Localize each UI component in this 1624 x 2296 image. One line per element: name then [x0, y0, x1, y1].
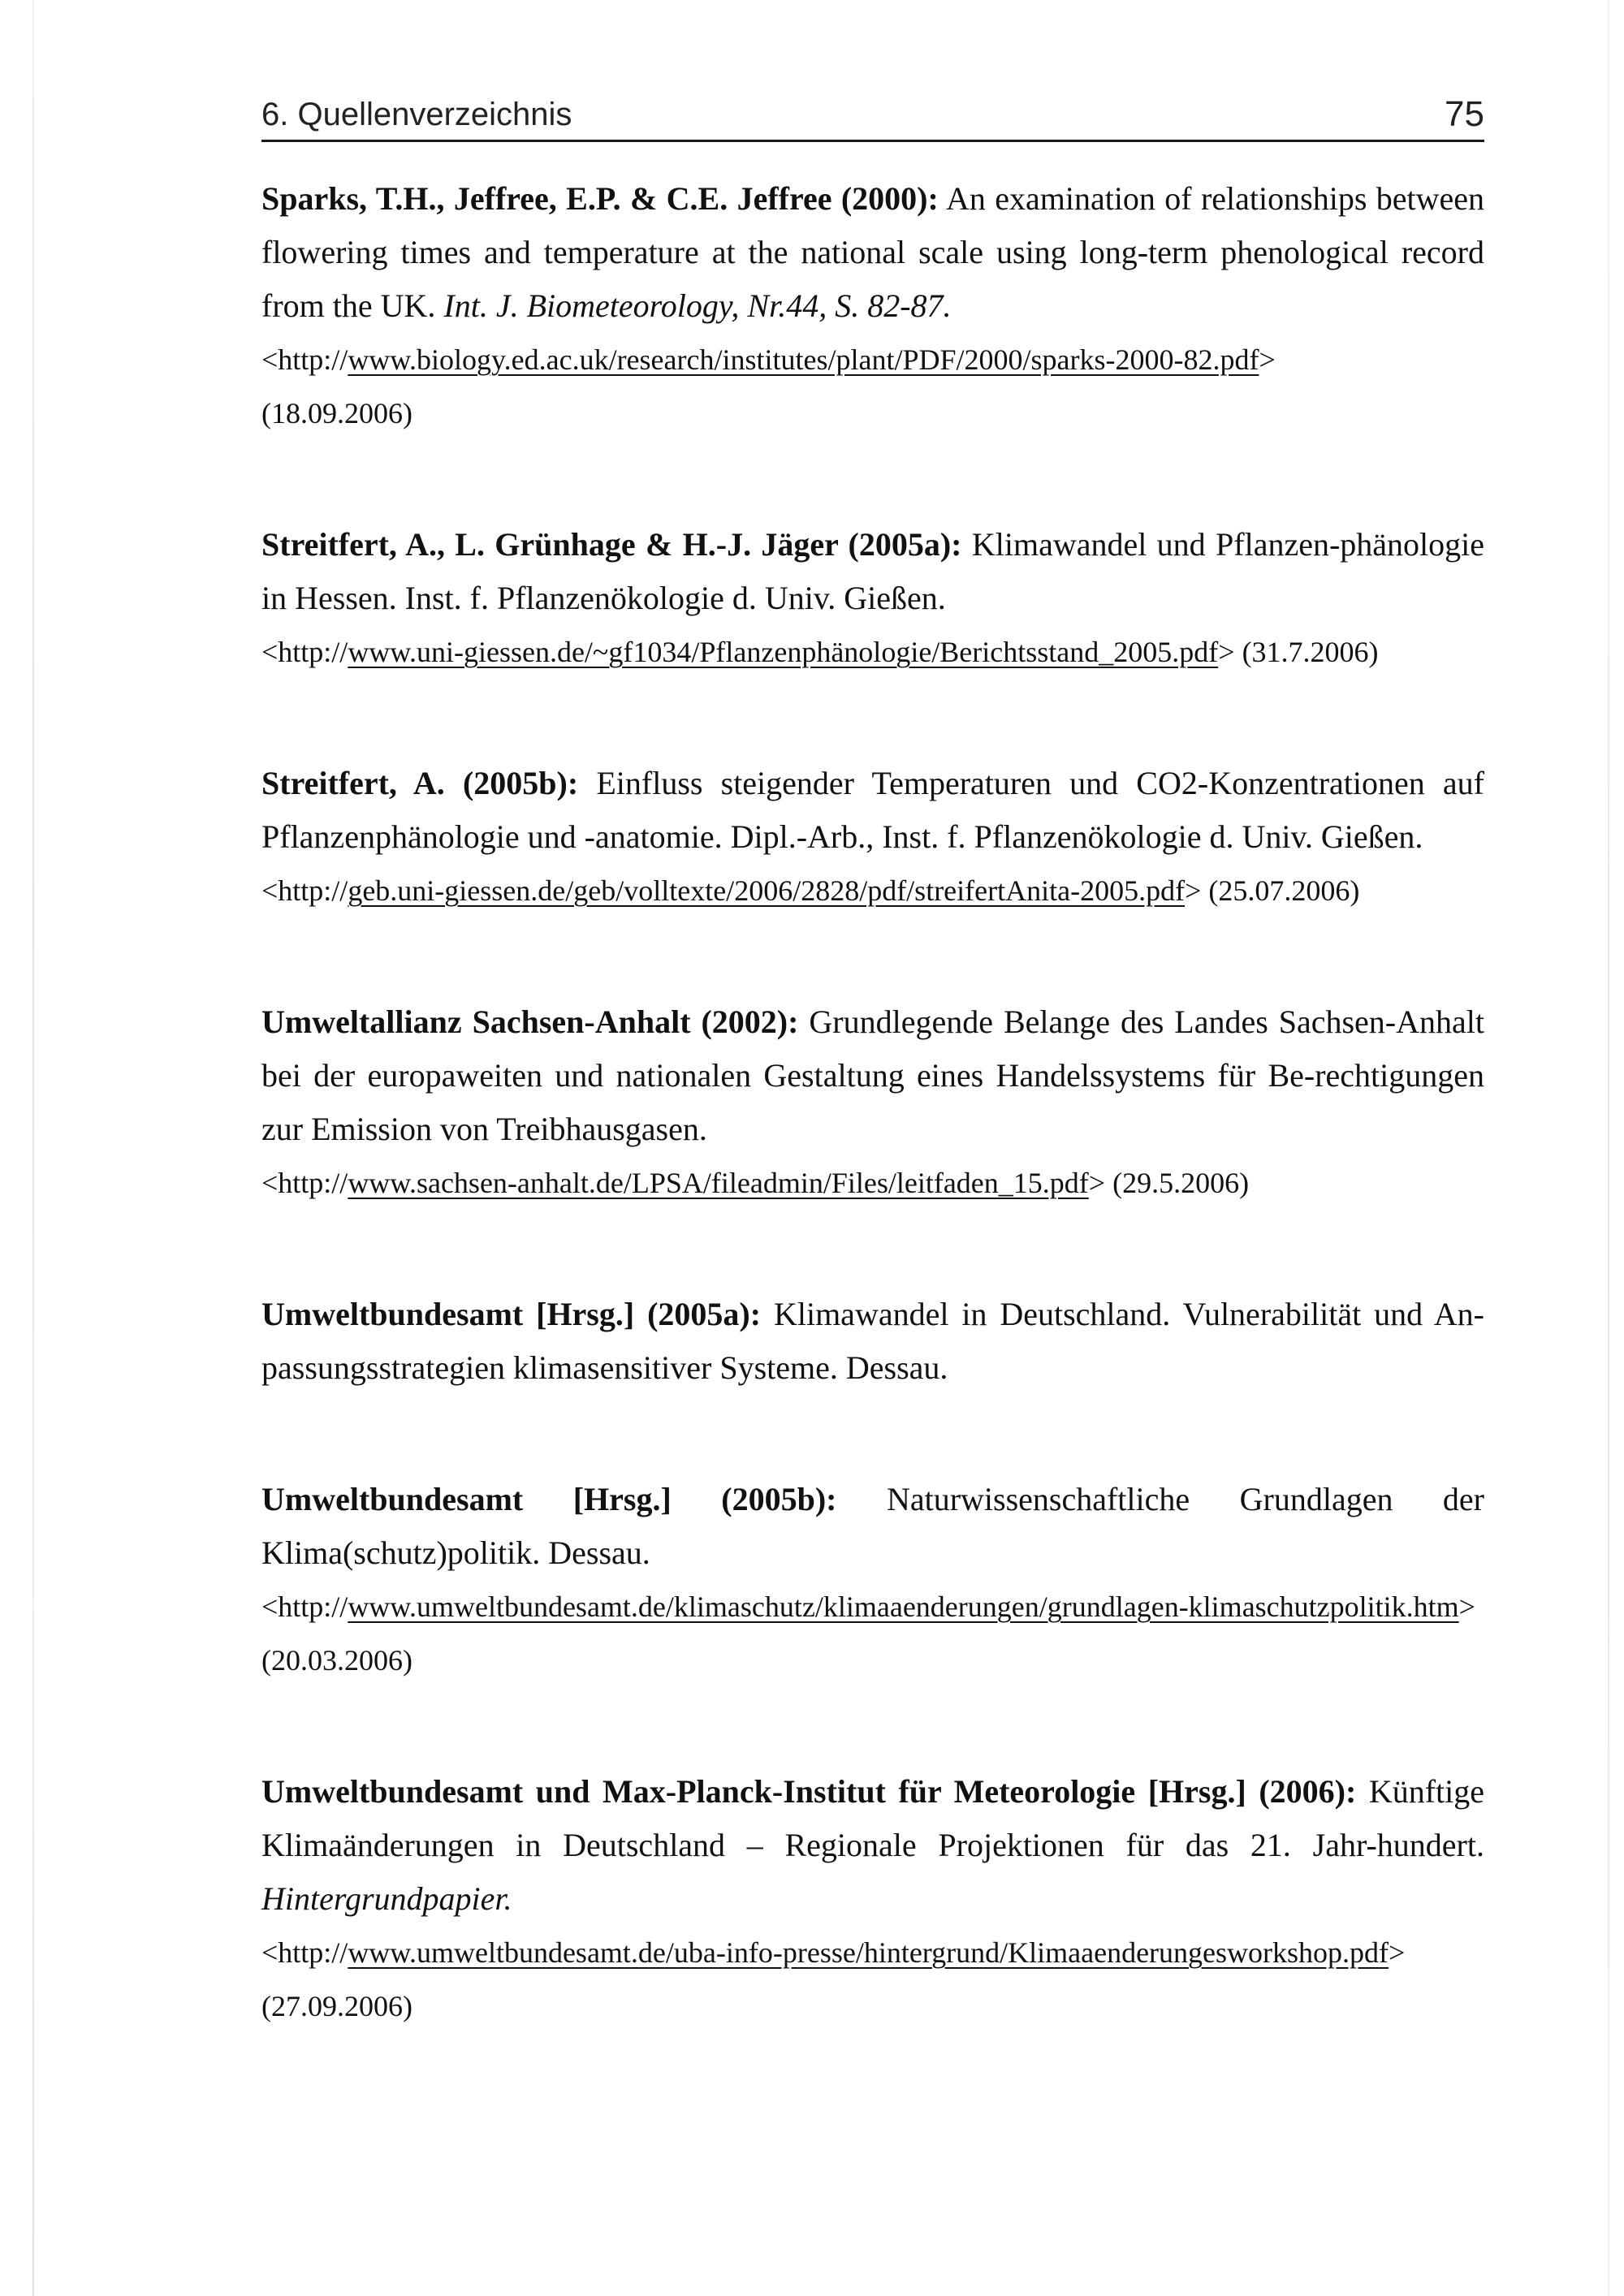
- reference-text: Künftige Klimaänderungen in Deutschland – Regionale Projektionen für das 21. Jahr-hundert.: [261, 1773, 1485, 1863]
- access-date: (25.07.2006): [1208, 874, 1360, 907]
- reference-link[interactable]: www.sachsen-anhalt.de/LPSA/fileadmin/Files/leitfaden_15.pdf: [348, 1167, 1089, 1199]
- access-date: (18.09.2006): [261, 397, 412, 429]
- url-prefix: <http://: [261, 343, 348, 376]
- page-header: [261, 94, 1484, 142]
- reference-url-line: [261, 1156, 1484, 1210]
- url-prefix: <http://: [261, 1590, 348, 1623]
- reference-authors: Umweltbundesamt [Hrsg.] (2005b):: [261, 1481, 837, 1517]
- reference-authors: Umweltbundesamt [Hrsg.] (2005a):: [261, 1296, 762, 1332]
- reference-link[interactable]: www.umweltbundesamt.de/uba-info-presse/hintergrund/Klimaaenderungesworkshop.pdf: [348, 1936, 1389, 1969]
- url-suffix: >: [1458, 1590, 1475, 1623]
- chapter-title: 6. Quellenverzeichnis: [261, 97, 572, 132]
- reference-url-line: [261, 333, 1484, 386]
- reference-source: Int. J. Biometeorology, Nr.44, S. 82-87.: [443, 287, 952, 324]
- url-prefix: <http://: [261, 636, 348, 668]
- reference-authors: Sparks, T.H., Jeffree, E.P. & C.E. Jeffree (2000):: [261, 180, 939, 217]
- reference-link[interactable]: geb.uni-giessen.de/geb/volltexte/2006/2828/pdf/streifertAnita-2005.pdf: [348, 874, 1186, 907]
- page-number: 75: [1445, 94, 1484, 134]
- reference-entry: [261, 172, 1484, 440]
- reference-url-line: [261, 1926, 1484, 1979]
- reference-link[interactable]: www.biology.ed.ac.uk/research/institutes/plant/PDF/2000/sparks-2000-82.pdf: [348, 343, 1259, 376]
- reference-authors: Umweltallianz Sachsen-Anhalt (2002):: [261, 1003, 799, 1040]
- reference-text: Naturwissenschaftliche Grundlagen der Klima(schutz)politik. Dessau.: [261, 1481, 1484, 1571]
- url-suffix: >: [1088, 1167, 1106, 1199]
- reference-body: [261, 172, 1484, 333]
- reference-body: [261, 1288, 1484, 1395]
- reference-body: [261, 757, 1484, 864]
- url-prefix: <http://: [261, 874, 348, 907]
- reference-link[interactable]: www.umweltbundesamt.de/klimaschutz/klimaaenderungen/grundlagen-klimaschutzpolitik.htm: [348, 1590, 1459, 1623]
- reference-text: Einfluss steigender Temperaturen und CO2-Konzentrationen auf Pflanzenphänologie und -anatomie. Dipl.-Arb., Inst. f. Pflanzenökologie d. Univ. Gießen.: [261, 765, 1485, 855]
- reference-entry: [261, 1473, 1484, 1687]
- reference-link[interactable]: www.uni-giessen.de/~gf1034/Pflanzenphänologie/Berichtsstand_2005.pdf: [348, 636, 1219, 668]
- reference-entry: [261, 995, 1484, 1210]
- reference-url-line: [261, 864, 1484, 917]
- url-suffix: >: [1259, 343, 1276, 376]
- access-date-line: [261, 386, 1484, 440]
- reference-list: [261, 172, 1484, 2111]
- reference-body: [261, 518, 1484, 625]
- reference-url-line: [261, 625, 1484, 679]
- access-date: (29.5.2006): [1112, 1167, 1250, 1199]
- access-date-line: [261, 1979, 1484, 2033]
- scan-edge-left: [32, 0, 34, 2296]
- reference-text: Klimawandel in Deutschland. Vulnerabilität und An-passungsstrategien klimasensitiver Systeme. Dessau.: [261, 1296, 1484, 1386]
- reference-source: Hintergrundpapier.: [261, 1880, 512, 1917]
- reference-entry: [261, 1288, 1484, 1395]
- reference-entry: [261, 757, 1484, 917]
- access-date: (20.03.2006): [261, 1644, 412, 1677]
- reference-entry: [261, 1765, 1484, 2033]
- scan-edge-right: [1608, 0, 1609, 2296]
- url-suffix: >: [1185, 874, 1202, 907]
- reference-authors: Streitfert, A., L. Grünhage & H.-J. Jäger (2005a):: [261, 526, 962, 563]
- reference-body: [261, 995, 1484, 1156]
- url-suffix: >: [1389, 1936, 1406, 1969]
- reference-text: Grundlegende Belange des Landes Sachsen-Anhalt bei der europaweiten und nationalen Gestaltung eines Handelssystems für Be-rechtigungen zur Emission von Treibhausgasen.: [261, 1003, 1484, 1147]
- reference-authors: Umweltbundesamt und Max-Planck-Institut für Meteorologie [Hrsg.] (2006):: [261, 1773, 1357, 1810]
- url-prefix: <http://: [261, 1936, 348, 1969]
- reference-entry: [261, 518, 1484, 679]
- reference-text: An examination of relationships between flowering times and temperature at the national scale using long-term phenological record from the UK.: [261, 180, 1485, 324]
- reference-text: Klimawandel und Pflanzen-phänologie in Hessen. Inst. f. Pflanzenökologie d. Univ. Gießen.: [261, 526, 1485, 616]
- url-suffix: >: [1218, 636, 1235, 668]
- reference-authors: Streitfert, A. (2005b):: [261, 765, 579, 801]
- reference-body: [261, 1765, 1484, 1926]
- access-date: (31.7.2006): [1242, 636, 1379, 668]
- url-prefix: <http://: [261, 1167, 348, 1199]
- access-date: (27.09.2006): [261, 1990, 412, 2022]
- reference-url-line: [261, 1580, 1484, 1687]
- reference-body: [261, 1473, 1484, 1580]
